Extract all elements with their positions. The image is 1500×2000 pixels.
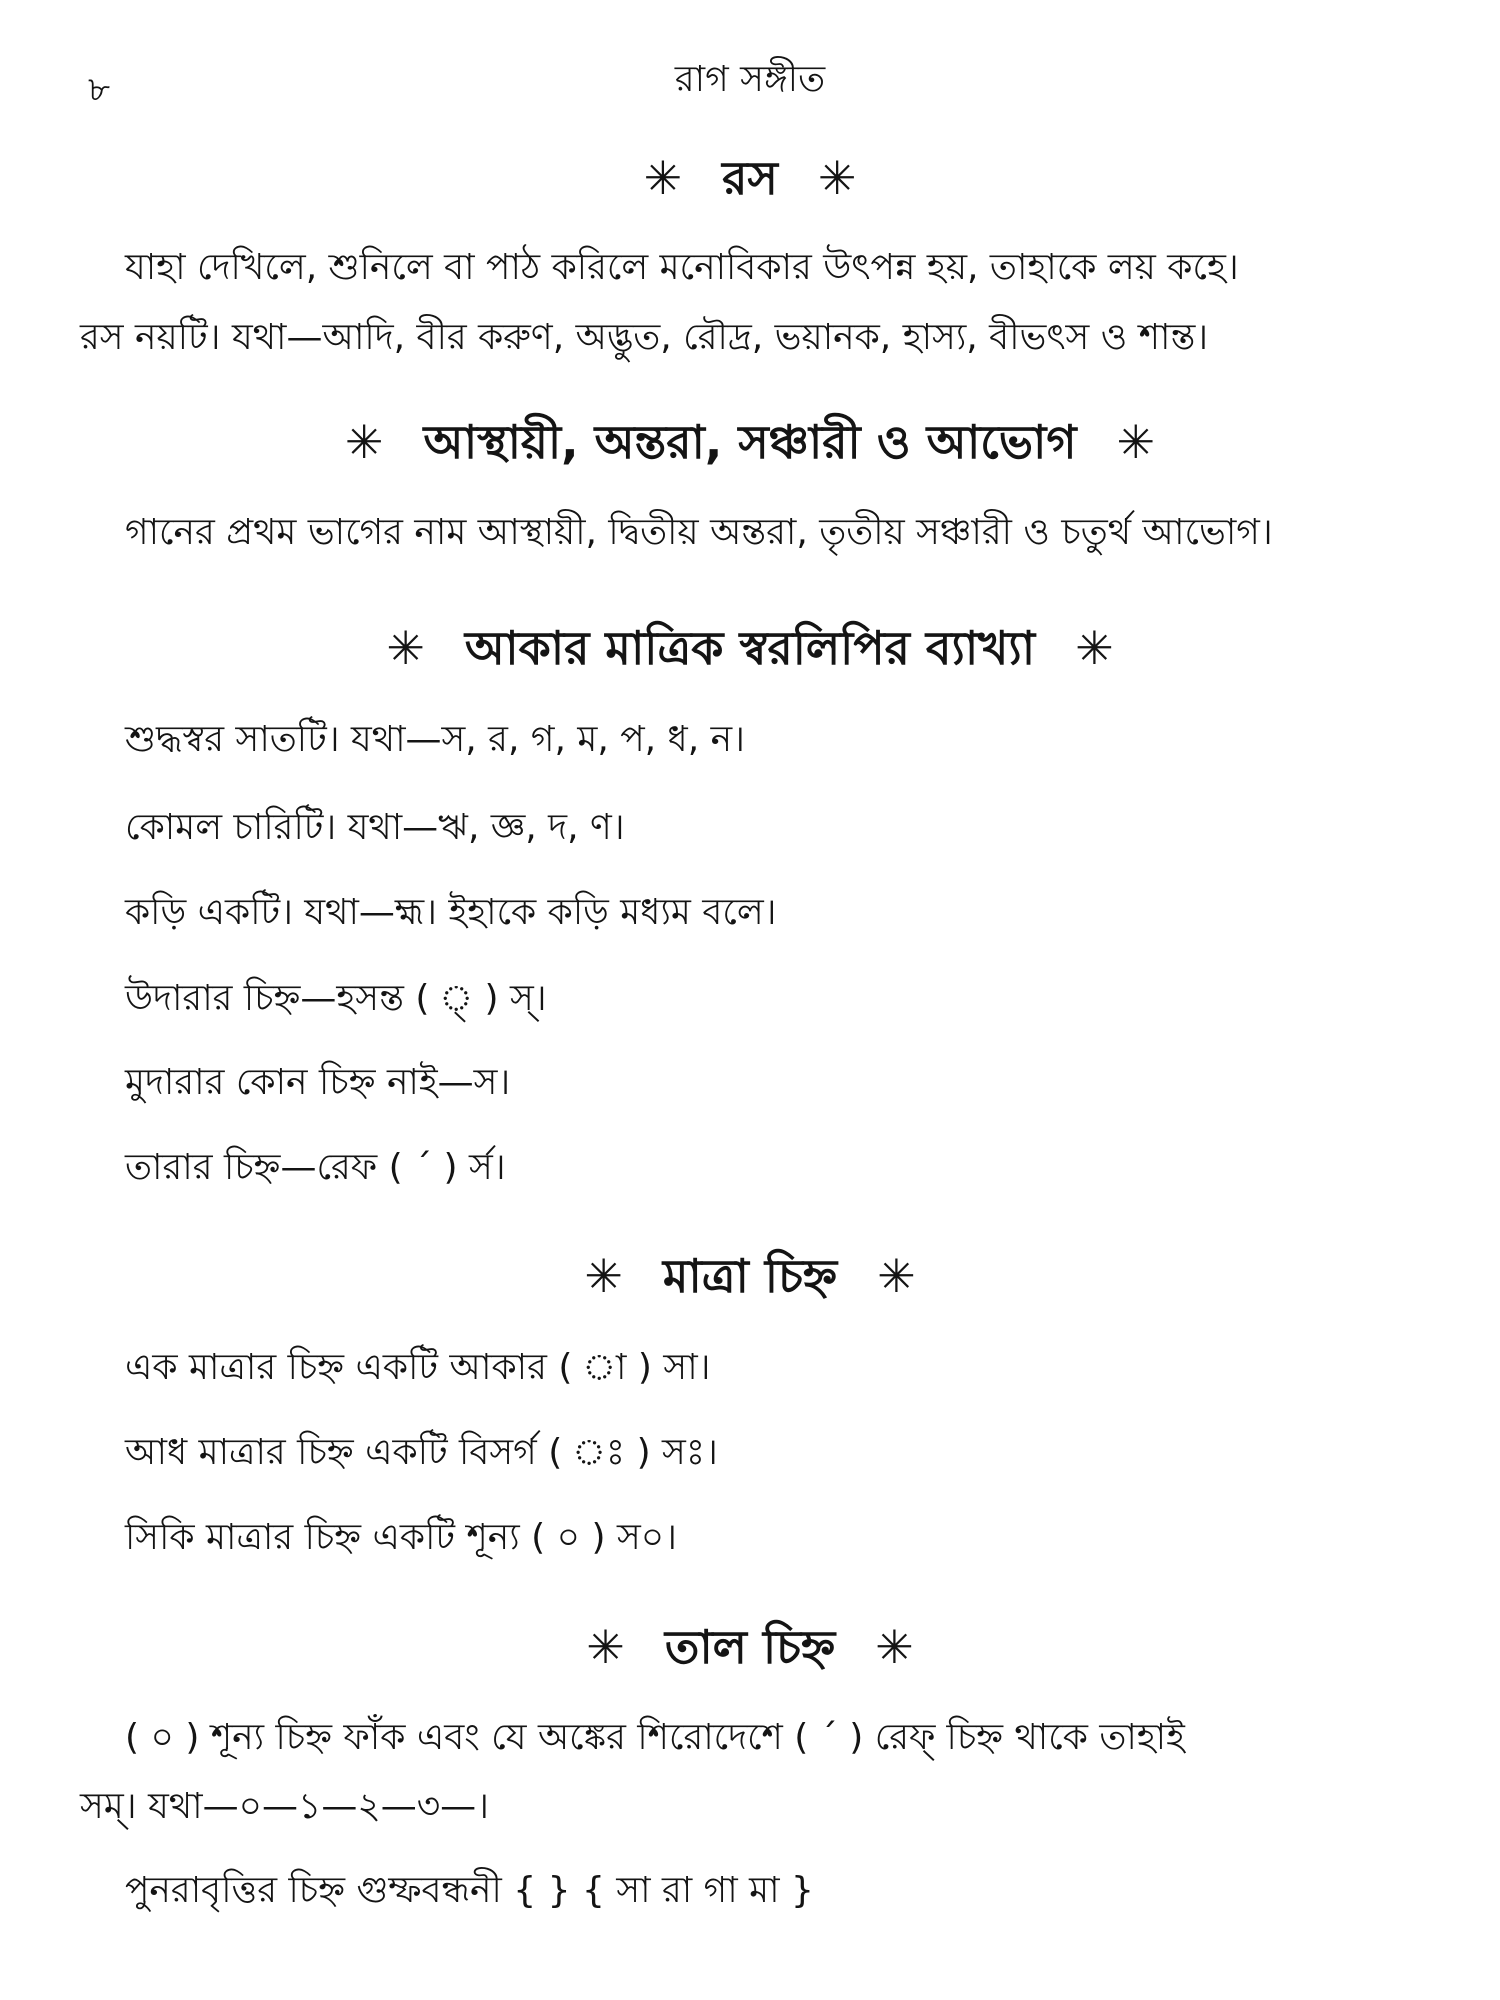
page-number: ৮: [88, 70, 111, 110]
star-icon: ✳: [643, 151, 683, 205]
star-icon: ✳: [586, 1620, 625, 1674]
heading-song-parts-text: আস্থায়ী, অন্তরা, সঞ্চারী ও আভোগ: [423, 415, 1077, 469]
star-icon: ✳: [817, 151, 857, 205]
list-item: কোমল চারিটি। যথা—ঋ, জ্ঞ, দ, ণ।: [125, 807, 625, 848]
heading-tal: [0, 1617, 1500, 1677]
star-icon: ✳: [1116, 415, 1156, 469]
paragraph-song-parts: গানের প্রথম ভাগের নাম আস্থায়ী, দ্বিতীয় অন্তরা, তৃতীয় সঞ্চারী ও চতুর্থ আভোগ।: [125, 512, 1273, 553]
star-icon: ✳: [875, 1620, 914, 1674]
list-item: শুদ্ধস্বর সাতটি। যথা—স, র, গ, ম, প, ধ, ন।: [125, 719, 745, 760]
heading-ras: [0, 148, 1500, 208]
paragraph-ras-line2: রস নয়টি। যথা—আদি, বীর করুণ, অদ্ভুত, রৌদ্র, ভয়ানক, হাস্য, বীভৎস ও শান্ত।: [80, 317, 1209, 358]
heading-song-parts: [0, 412, 1500, 472]
list-item: তারার চিহ্ন—রেফ ( ´ ) র্স।: [125, 1147, 506, 1188]
heading-matra-text: মাত্রা চিহ্ন: [662, 1249, 838, 1303]
list-item: এক মাত্রার চিহ্ন একটি আকার ( া ) সা।: [125, 1347, 711, 1388]
star-icon: ✳: [877, 1249, 916, 1303]
heading-notation: [0, 618, 1500, 678]
list-item: কড়ি একটি। যথা—হ্ম। ইহাকে কড়ি মধ্যম বলে।: [125, 892, 777, 933]
paragraph-tal-line1: ( ০ ) শূন্য চিহ্ন ফাঁক এবং যে অঙ্কের শিরোদেশে ( ´ ) রেফ্ চিহ্ন থাকে তাহাই: [125, 1717, 1185, 1758]
paragraph-tal-line2: সম্। যথা—০—১—২—৩—।: [80, 1786, 490, 1827]
star-icon: ✳: [344, 415, 384, 469]
paragraph-ras-line1: যাহা দেখিলে, শুনিলে বা পাঠ করিলে মনোবিকার উৎপন্ন হয়, তাহাকে লয় কহে।: [125, 247, 1239, 288]
heading-matra: [0, 1246, 1500, 1306]
list-item: উদারার চিহ্ন—হসন্ত ( ্ ) স্।: [125, 978, 547, 1019]
list-item: মুদারার কোন চিহ্ন নাই—স।: [125, 1062, 511, 1103]
heading-ras-text: রস: [722, 151, 778, 205]
running-title: রাগ সঙ্গীত: [674, 59, 826, 100]
list-item: আধ মাত্রার চিহ্ন একটি বিসর্গ ( ঃ ) সঃ।: [125, 1432, 718, 1473]
heading-notation-text: আকার মাত্রিক স্বরলিপির ব্যাখ্যা: [464, 621, 1036, 675]
star-icon: ✳: [584, 1249, 623, 1303]
list-item: পুনরাবৃত্তির চিহ্ন গুম্ফবন্ধনী { } { সা রা গা মা }: [125, 1870, 814, 1911]
star-icon: ✳: [1075, 621, 1114, 675]
star-icon: ✳: [386, 621, 425, 675]
list-item: সিকি মাত্রার চিহ্ন একটি শূন্য ( ০ ) স০।: [125, 1517, 678, 1558]
heading-tal-text: তাল চিহ্ন: [664, 1620, 836, 1674]
